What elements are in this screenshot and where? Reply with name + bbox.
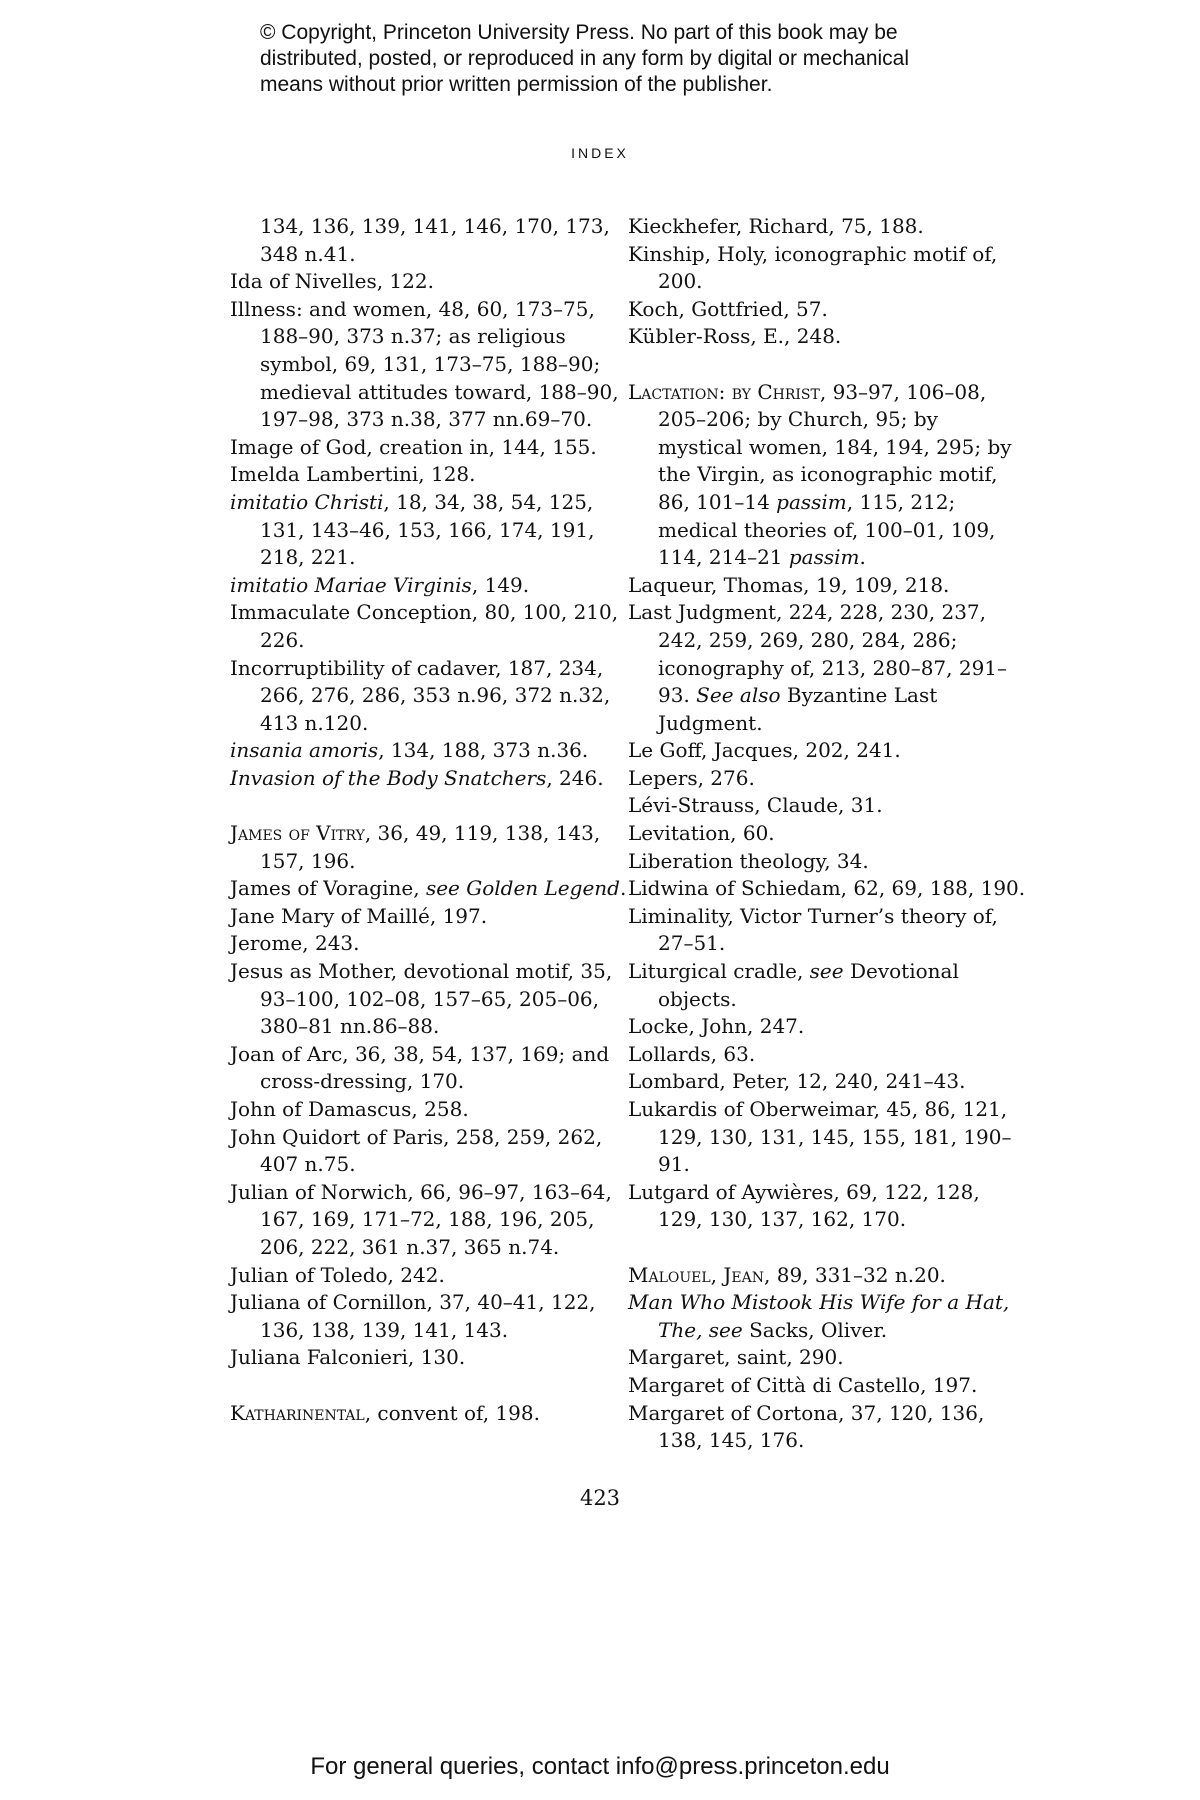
letter-gap bbox=[230, 792, 630, 820]
index-refs: , 36, 49, 119, 138, 143, 157, 196. bbox=[260, 821, 601, 873]
index-entry: Levitation, 60. bbox=[628, 821, 775, 846]
index-entry bbox=[628, 599, 1028, 737]
cross-ref-label: see bbox=[809, 959, 844, 984]
passim-label: passim bbox=[776, 489, 847, 514]
index-term: Man Who Mistook His Wife for a Hat, The bbox=[628, 1290, 1010, 1342]
index-term: James of Vitry bbox=[230, 821, 365, 846]
index-entry: Image of God, creation in, 144, 155. bbox=[230, 434, 597, 459]
cross-ref: Byzantine Last Judgment. bbox=[658, 683, 938, 735]
index-entry: Julian of Norwich, 66, 96–97, 163–64, 167, 169, 171–72, 188, 196, 205, 206, 222, 361 n.37, 365 n.74. bbox=[230, 1179, 612, 1259]
index-entry: Locke, John, 247. bbox=[628, 1014, 805, 1039]
index-term: Malouel, Jean bbox=[628, 1262, 764, 1287]
index-column-left bbox=[230, 213, 630, 1427]
copyright-line: distributed, posted, or reproduced in any form by digital or mechanical bbox=[260, 47, 910, 70]
index-entry: Liberation theology, 34. bbox=[628, 848, 869, 873]
running-head: INDEX bbox=[571, 145, 629, 161]
index-entry: Laqueur, Thomas, 19, 109, 218. bbox=[628, 572, 950, 597]
index-entry: Liminality, Victor Turner’s theory of, 27–51. bbox=[628, 903, 998, 956]
index-entry: Lombard, Peter, 12, 240, 241–43. bbox=[628, 1069, 966, 1094]
index-refs: , 89, 331–32 n.20. bbox=[764, 1262, 946, 1287]
index-entry bbox=[230, 572, 630, 600]
index-entry: Lepers, 276. bbox=[628, 765, 755, 790]
index-refs: , 134, 188, 373 n.36. bbox=[378, 738, 589, 763]
letter-gap bbox=[628, 1234, 1028, 1262]
index-column-right bbox=[628, 213, 1028, 1455]
index-entry: Lollards, 63. bbox=[628, 1041, 756, 1066]
passim-label: passim bbox=[788, 545, 860, 570]
index-entry: Jane Mary of Maillé, 197. bbox=[230, 903, 488, 928]
index-entry bbox=[628, 1289, 1028, 1344]
copyright-notice bbox=[260, 20, 980, 98]
index-entry: Lukardis of Oberweimar, 45, 86, 121, 129, 130, 131, 145, 155, 181, 190–91. bbox=[628, 1097, 1012, 1177]
index-entry: Illness: and women, 48, 60, 173–75, 188–90, 373 n.37; as religious symbol, 69, 131, 173–75, 188–90; medieval attitudes toward, 188–90, 197–98, 373 n.38, 377 nn.69–70. bbox=[230, 296, 619, 432]
index-refs: , 115, 212; medical theories of, 100–01, 109, 114, 214–21 bbox=[658, 489, 996, 570]
index-entry bbox=[230, 737, 630, 765]
copyright-line: © Copyright, Princeton University Press. No part of this book may be bbox=[260, 21, 898, 44]
index-entry: Immaculate Conception, 80, 100, 210, 226. bbox=[230, 600, 619, 652]
index-entry bbox=[230, 875, 630, 903]
index-entry: Juliana Falconieri, 130. bbox=[230, 1345, 466, 1370]
index-entry: Joan of Arc, 36, 38, 54, 137, 169; and cross-dressing, 170. bbox=[230, 1041, 610, 1094]
index-refs: , 93–97, 106–08, 205–206; by Church, 95; by mystical women, 184, 194, 295; by the Virgin, as iconographic motif, 86, 101–14 bbox=[658, 379, 1012, 514]
index-refs: , 18, 34, 38, 54, 125, 131, 143–46, 153, 166, 174, 191, 218, 221. bbox=[260, 489, 595, 570]
index-entry: Le Goff, Jacques, 202, 241. bbox=[628, 738, 901, 763]
index-term: imitatio Christi bbox=[230, 489, 384, 514]
cross-ref-label: See also bbox=[696, 683, 781, 708]
cross-ref: Golden Legend bbox=[459, 876, 620, 901]
letter-gap bbox=[230, 1372, 630, 1400]
index-entry: Lutgard of Aywières, 69, 122, 128, 129, 130, 137, 162, 170. bbox=[628, 1179, 980, 1232]
index-entry: Kübler-Ross, E., 248. bbox=[628, 324, 842, 349]
index-entry: John of Damascus, 258. bbox=[230, 1097, 469, 1121]
index-entry: Lidwina of Schiedam, 62, 69, 188, 190. bbox=[628, 876, 1026, 901]
index-entry: Incorruptibility of cadaver, 187, 234, 266, 276, 286, 353 n.96, 372 n.32, 413 n.120. bbox=[230, 655, 611, 735]
copyright-line: means without prior written permission of the publisher. bbox=[260, 73, 773, 96]
index-entry bbox=[230, 1400, 630, 1428]
index-entry bbox=[628, 379, 1028, 572]
index-term: Liturgical cradle, bbox=[628, 959, 810, 984]
index-entry: Lévi-Strauss, Claude, 31. bbox=[628, 793, 883, 818]
index-term: insania amoris bbox=[230, 738, 379, 763]
index-term: Lactation: by Christ bbox=[628, 379, 820, 404]
index-entry bbox=[230, 489, 630, 572]
index-entry: Margaret, saint, 290. bbox=[628, 1345, 844, 1370]
index-term: James of Voragine, bbox=[230, 876, 426, 901]
index-entry: Kieckhefer, Richard, 75, 188. bbox=[628, 214, 924, 238]
index-entry: 134, 136, 139, 141, 146, 170, 173, 348 n.41. bbox=[260, 214, 610, 266]
index-entry: John Quidort of Paris, 258, 259, 262, 407 n.75. bbox=[230, 1124, 603, 1177]
index-term: imitatio Mariae Virginis bbox=[230, 572, 472, 597]
cross-ref-label: , see bbox=[696, 1317, 743, 1342]
index-entry: Margaret of Città di Castello, 197. bbox=[628, 1372, 978, 1397]
cross-ref: Devotional objects. bbox=[658, 959, 959, 1011]
index-refs: Last Judgment, 224, 228, 230, 237, 242, 259, 269, 280, 284, 286; iconography of, 213, 280–87, 291–93. bbox=[628, 600, 1008, 708]
index-entry: Imelda Lambertini, 128. bbox=[230, 462, 476, 487]
index-entry: Kinship, Holy, iconographic motif of, 200. bbox=[628, 241, 998, 294]
index-entry: Koch, Gottfried, 57. bbox=[628, 296, 828, 321]
index-entry bbox=[628, 958, 1028, 1013]
cross-ref: Sacks, Oliver. bbox=[742, 1317, 888, 1342]
index-term: Katharinental bbox=[230, 1400, 365, 1425]
index-term: Invasion of the Body Snatchers bbox=[230, 765, 547, 790]
index-refs: , convent of, 198. bbox=[364, 1400, 540, 1425]
footer-contact: For general queries, contact info@press.princeton.edu bbox=[310, 1753, 890, 1780]
index-refs: , 149. bbox=[471, 572, 530, 597]
index-entry: Ida of Nivelles, 122. bbox=[230, 269, 434, 294]
index-refs: . bbox=[859, 545, 866, 570]
index-entry: Jerome, 243. bbox=[230, 931, 360, 956]
index-entry: Juliana of Cornillon, 37, 40–41, 122, 136, 138, 139, 141, 143. bbox=[230, 1290, 596, 1342]
index-entry: Julian of Toledo, 242. bbox=[230, 1262, 445, 1287]
letter-gap bbox=[628, 351, 1028, 379]
index-refs: . bbox=[619, 876, 627, 901]
cross-ref-label: see bbox=[425, 876, 460, 901]
page-number: 423 bbox=[579, 1486, 621, 1510]
index-entry: Jesus as Mother, devotional motif, 35, 93–100, 102–08, 157–65, 205–06, 380–81 nn.86–88. bbox=[230, 959, 613, 1039]
index-entry bbox=[628, 1262, 1028, 1290]
index-refs: , 246. bbox=[546, 765, 604, 790]
index-entry bbox=[230, 765, 630, 793]
index-entry bbox=[230, 820, 630, 875]
index-entry: Margaret of Cortona, 37, 120, 136, 138, 145, 176. bbox=[628, 1400, 985, 1453]
